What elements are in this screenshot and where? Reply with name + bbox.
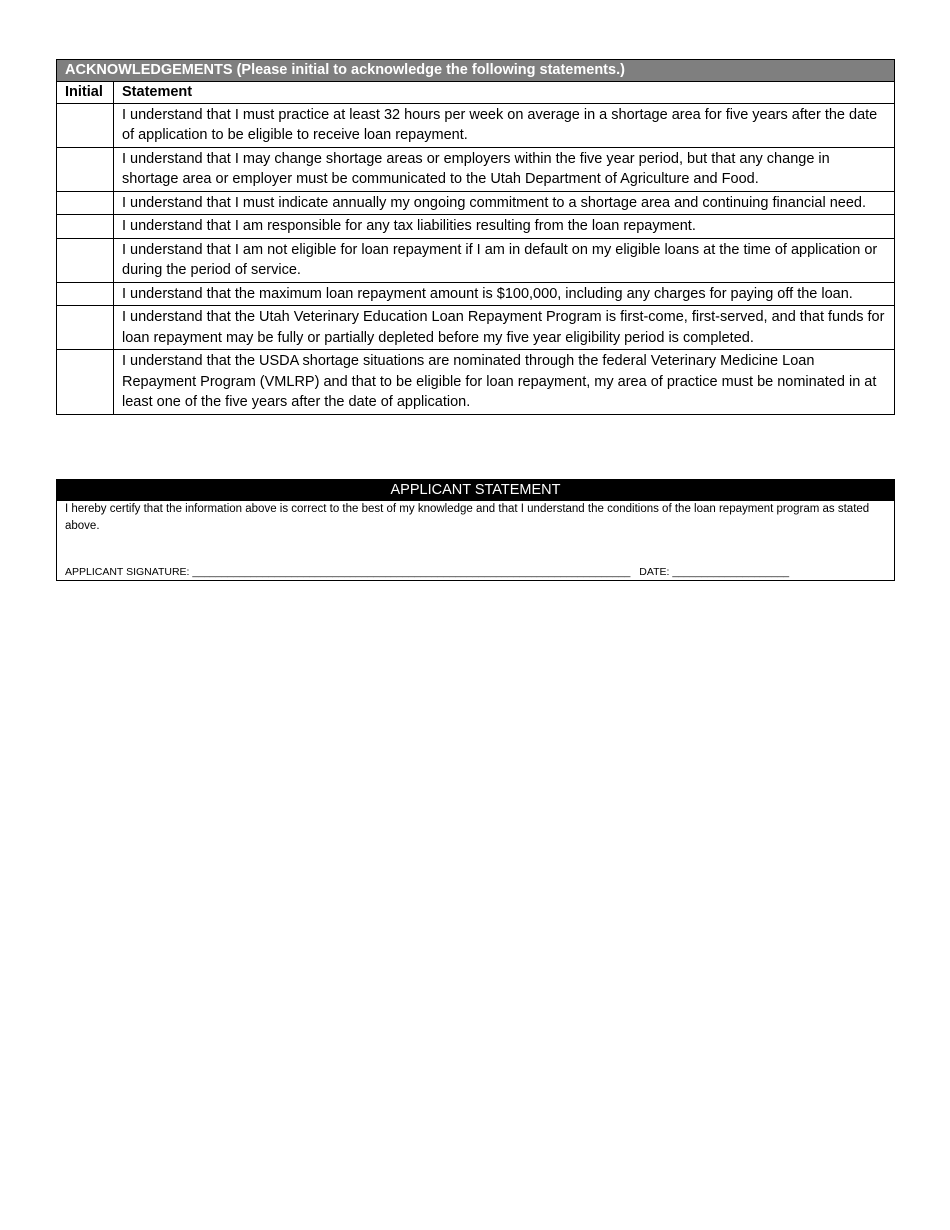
acknowledgements-table [56, 59, 895, 415]
table-row [57, 191, 895, 215]
initial-field[interactable] [57, 238, 114, 282]
initial-field[interactable] [57, 306, 114, 350]
table-row [57, 282, 895, 306]
initial-field[interactable] [57, 215, 114, 239]
date-field[interactable]: DATE: ____________________ [639, 566, 790, 578]
statement-text: I understand that the maximum loan repayment amount is $100,000, including any charges for paying off the loan. [114, 282, 895, 306]
acknowledgements-title: ACKNOWLEDGEMENTS (Please initial to acknowledge the following statements.) [57, 60, 895, 82]
statement-text: I understand that the USDA shortage situations are nominated through the federal Veterinary Medicine Loan Repayment Program (VMLRP) and that to be eligible for loan repayment, my area of practice must be nominated in at least one of the five years after the date of application. [114, 350, 895, 415]
statement-text: I understand that I am responsible for any tax liabilities resulting from the loan repayment. [114, 215, 895, 239]
table-row [57, 306, 895, 350]
initial-field[interactable] [57, 282, 114, 306]
initial-field[interactable] [57, 103, 114, 147]
table-row [57, 238, 895, 282]
initial-field[interactable] [57, 191, 114, 215]
certification-text: I hereby certify that the information above is correct to the best of my knowledge and that I understand the conditions of the loan repayment program as stated above. [65, 503, 870, 532]
initial-column-header: Initial [57, 82, 114, 104]
signature-row [65, 565, 789, 579]
statement-text: I understand that I must indicate annually my ongoing commitment to a shortage area and continuing financial need. [114, 191, 895, 215]
applicant-statement-box [56, 479, 895, 581]
table-row [57, 103, 895, 147]
signature-field[interactable]: APPLICANT SIGNATURE: ___________________________________________________________________________ [65, 566, 631, 578]
statement-column-header: Statement [114, 82, 895, 104]
statement-text: I understand that the Utah Veterinary Education Loan Repayment Program is first-come, first-served, and that funds for loan repayment may be fully or partially depleted before my five year eligibility period is completed. [114, 306, 895, 350]
table-row [57, 350, 895, 415]
applicant-statement-title: APPLICANT STATEMENT [57, 480, 894, 501]
statement-text: I understand that I must practice at least 32 hours per week on average in a shortage area for five years after the date of application to be eligible to receive loan repayment. [114, 103, 895, 147]
initial-field[interactable] [57, 350, 114, 415]
initial-field[interactable] [57, 147, 114, 191]
statement-text: I understand that I may change shortage areas or employers within the five year period, but that any change in shortage area or employer must be communicated to the Utah Department of Agriculture and Food. [114, 147, 895, 191]
statement-text: I understand that I am not eligible for loan repayment if I am in default on my eligible loans at the time of application or during the period of service. [114, 238, 895, 282]
table-row [57, 147, 895, 191]
table-row [57, 215, 895, 239]
